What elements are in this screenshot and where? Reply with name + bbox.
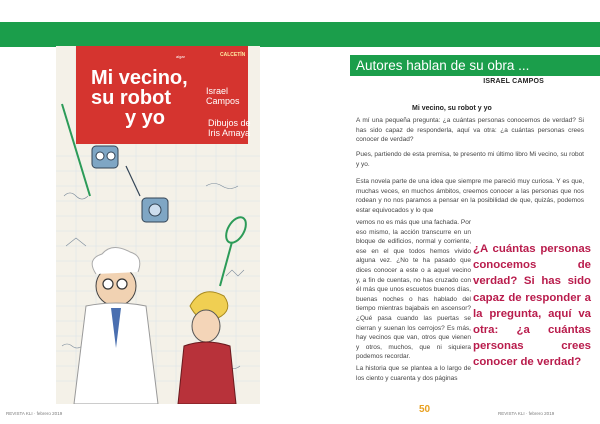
cover-author-line: Israel xyxy=(206,86,229,96)
publisher-logo: algar xyxy=(176,54,185,59)
footer-right: REVISTA KLI · febrero 2019 xyxy=(498,411,555,416)
footer-left: REVISTA KLI · febrero 2019 xyxy=(6,411,63,416)
paragraph: vemos no es más que una fachada. Por eso mismo, la acción transcurre en un bloque de edificios, normal y corriente, ese en el que todos hemos vivido alguna vez. ¿No te ha pasado que dices conocer a este o a aquel vecino y, a fin de cuentas, no has cruzado con él más que unos escuetos buenos días, buenas noches o has hablado del tiempo mientras bajabais en ascensor? ¿Qué pasa cuando las puertas se cierran y suenan los cerrojos? Es más, hay vecinos que van, otros que vienen y otros, muchos, que ni siquiera podemos recordar. xyxy=(356,219,471,361)
pull-quote: ¿A cuántas personas conocemos de verdad? Si has sido capaz de responder a la pregunta, aquí va otra: ¿a cuántas personas crees conocer de verdad? xyxy=(473,243,591,369)
cover-author xyxy=(206,86,240,106)
paragraph: Pues, partiendo de esta premisa, te presento mi último libro Mi vecino, su robot y yo. xyxy=(356,151,584,168)
book-cover xyxy=(56,46,260,404)
top-banner xyxy=(0,22,600,47)
cover-author-line: Campos xyxy=(206,96,240,106)
paragraph: Esta novela parte de una idea que siempre me pareció muy curiosa. Y es que, muchas veces, en muchos ámbitos, creemos conocer a las personas que nos rodean y no nos paramos a pensar en la posibilidad de que, quizás, podemos estar equivocados y lo que xyxy=(356,178,584,214)
article-title: Mi vecino, su robot y yo xyxy=(412,105,492,112)
page-number: 50 xyxy=(419,404,431,415)
cover-title-line: su robot xyxy=(91,87,171,109)
author-name: ISRAEL CAMPOS xyxy=(483,78,544,85)
cover-title-line: y yo xyxy=(125,107,166,129)
paragraph: A mí una pequeña pregunta: ¿a cuántas personas conocemos de verdad? Si has sido capaz de responderla, aquí va otra: ¿a cuántas personas crees conocer de verdad? xyxy=(356,117,584,144)
cover-illustrator-line: Iris Amaya xyxy=(208,128,251,138)
section-header: Autores hablan de su obra ... xyxy=(350,55,600,76)
paragraph: La historia que se plantea a lo largo de los ciento y cuarenta y dos páginas xyxy=(356,365,471,382)
series-logo: CALCETÍN xyxy=(220,52,246,58)
cover-title xyxy=(91,68,188,128)
cover-illustrator xyxy=(208,118,251,138)
cover-illustrator-line: Dibujos de xyxy=(208,118,251,128)
cover-title-line: Mi vecino, xyxy=(91,67,188,89)
